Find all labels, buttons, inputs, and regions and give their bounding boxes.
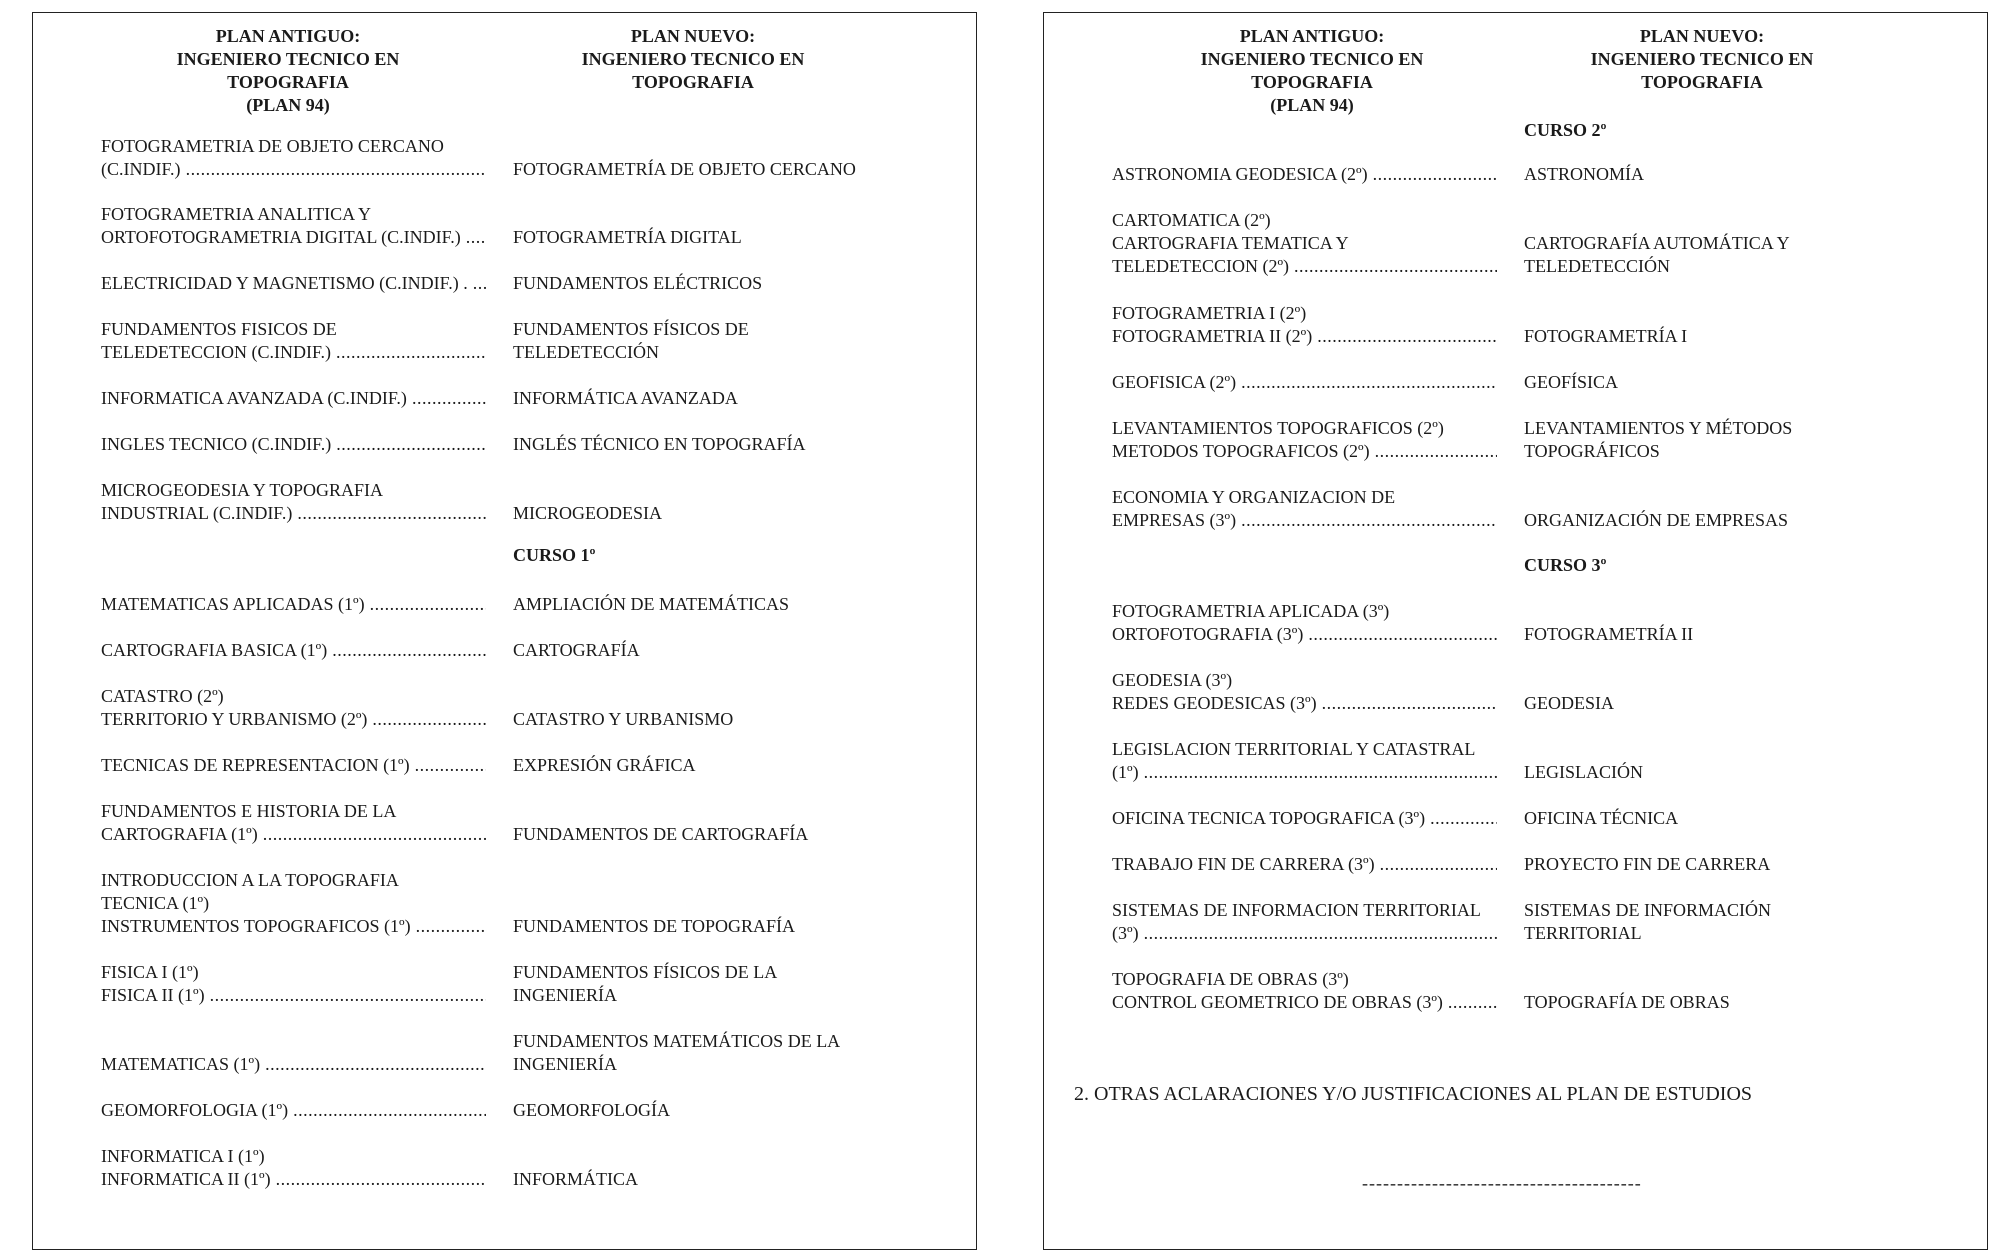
new-subject-line: GEOMORFOLOGÍA (513, 1100, 670, 1120)
new-subject-line: FOTOGRAMETRÍA I (1524, 326, 1688, 346)
old-subject-line: CARTOGRAFIA BASICA (1º) ..... (101, 639, 486, 662)
new-subject-line: FUNDAMENTOS FÍSICOS DE LA (513, 962, 778, 982)
new-subject-line: INFORMÁTICA AVANZADA (513, 388, 738, 408)
old-subject-line: TRABAJO FIN DE CARRERA (3º) ..... (1112, 853, 1497, 876)
new-subject-line: AMPLIACIÓN DE MATEMÁTICAS (513, 594, 790, 614)
old-subject-line: SISTEMAS DE INFORMACION TERRITORIAL (1112, 900, 1481, 920)
old-subject-line: INDUSTRIAL (C.INDIF.) ..... (101, 502, 486, 525)
old-subject-line: (C.INDIF.) ..... (101, 158, 486, 181)
new-subject-line: FOTOGRAMETRÍA DIGITAL (513, 227, 742, 247)
table-row (1044, 814, 1989, 1014)
old-subject-line: GEOMORFOLOGIA (1º) ..... (101, 1099, 486, 1122)
old-subject-line: CATASTRO (2º) (101, 686, 224, 706)
old-subject-line: GEOFISICA (2º) ..... (1112, 371, 1497, 394)
old-subject-line: FOTOGRAMETRIA APLICADA (3º) (1112, 601, 1390, 621)
new-plan-header: PLAN NUEVO: INGENIERO TECNICO EN TOPOGRAFIA (1590, 26, 1814, 92)
new-subject-line: MICROGEODESIA (513, 503, 663, 523)
old-subject-line: MICROGEODESIA Y TOPOGRAFIA (101, 480, 384, 500)
new-subject-line: FOTOGRAMETRÍA DE OBJETO CERCANO (513, 159, 856, 179)
new-subject-line: CARTOGRAFÍA AUTOMÁTICA Y (1524, 233, 1790, 253)
old-subject-line: INSTRUMENTOS TOPOGRAFICOS (1º) ..... (101, 915, 486, 938)
new-subject (513, 1168, 913, 1191)
old-subject-line: FISICA II (1º) ..... (101, 984, 486, 1007)
new-subject-line: OFICINA TÉCNICA (1524, 808, 1679, 828)
old-plan-header: PLAN ANTIGUO: INGENIERO TECNICO EN TOPOGRAFIA (PLAN 94) (176, 26, 400, 115)
old-subject-line: EMPRESAS (3º) ..... (1112, 509, 1497, 532)
old-subject (101, 1145, 486, 1191)
old-subject-line: INFORMATICA II (1º) ..... (101, 1168, 486, 1191)
left-page (32, 12, 977, 1250)
old-subject-line: TECNICAS DE REPRESENTACION (1º) ..... (101, 754, 486, 777)
old-subject-line: TELEDETECCION (C.INDIF.) ..... (101, 341, 486, 364)
closing-rule: ---------------------------------------- (1362, 1173, 1642, 1193)
old-subject-line: ORTOFOTOGRAFIA (3º) ..... (1112, 623, 1497, 646)
table-row (33, 991, 978, 1191)
old-subject-line: INFORMATICA AVANZADA (C.INDIF.) ..... (101, 387, 486, 410)
old-subject-line: ELECTRICIDAD Y MAGNETISMO (C.INDIF.) . ..... (101, 272, 486, 295)
new-subject-line: TELEDETECCIÓN (1524, 256, 1670, 276)
old-subject-line: REDES GEODESICAS (3º) ..... (1112, 692, 1497, 715)
new-subject-line: TERRITORIAL (1524, 923, 1642, 943)
new-subject-line: FUNDAMENTOS FÍSICOS DE (513, 319, 749, 339)
new-subject-line: INGENIERÍA (513, 985, 617, 1005)
section-note: 2. OTRAS ACLARACIONES Y/O JUSTIFICACIONES AL PLAN DE ESTUDIOS (1074, 1083, 1753, 1105)
course-heading: CURSO 1º (513, 545, 596, 565)
new-subject-line: GEODESIA (1524, 693, 1614, 713)
old-subject-line: MATEMATICAS (1º) ..... (101, 1053, 486, 1076)
new-subject-line: PROYECTO FIN DE CARRERA (1524, 854, 1771, 874)
old-subject-line: FOTOGRAMETRIA ANALITICA Y (101, 204, 372, 224)
new-subject-line: EXPRESIÓN GRÁFICA (513, 755, 696, 775)
old-subject-line: ORTOFOTOGRAMETRIA DIGITAL (C.INDIF.) ..... (101, 226, 486, 249)
old-subject-line: METODOS TOPOGRAFICOS (2º) ..... (1112, 440, 1497, 463)
old-subject-line: LEVANTAMIENTOS TOPOGRAFICOS (2º) (1112, 418, 1444, 438)
new-subject-line: SISTEMAS DE INFORMACIÓN (1524, 900, 1772, 920)
old-subject-line: INTRODUCCION A LA TOPOGRAFIA (101, 870, 399, 890)
new-subject-line: LEGISLACIÓN (1524, 762, 1643, 782)
old-subject-line: TECNICA (1º) (101, 893, 210, 913)
new-subject-line: FUNDAMENTOS ELÉCTRICOS (513, 273, 763, 293)
new-subject-line: FUNDAMENTOS DE CARTOGRAFÍA (513, 824, 809, 844)
right-page (1043, 12, 1988, 1250)
new-subject-line: INGLÉS TÉCNICO EN TOPOGRAFÍA (513, 434, 806, 454)
old-subject-line: ECONOMIA Y ORGANIZACION DE (1112, 487, 1396, 507)
old-subject-line: INFORMATICA I (1º) (101, 1146, 265, 1166)
new-subject-line: FUNDAMENTOS MATEMÁTICOS DE LA (513, 1031, 841, 1051)
new-subject-line: ASTRONOMÍA (1524, 164, 1645, 184)
old-subject-line: CONTROL GEOMETRICO DE OBRAS (3º) ..... (1112, 991, 1497, 1014)
new-subject-line: TOPOGRAFÍA DE OBRAS (1524, 992, 1730, 1012)
old-subject-line: (1º) ..... (1112, 761, 1497, 784)
new-subject-line: INFORMÁTICA (513, 1169, 639, 1189)
course-heading: CURSO 2º (1524, 120, 1607, 140)
old-plan-header: PLAN ANTIGUO: INGENIERO TECNICO EN TOPOGRAFIA (PLAN 94) (1200, 26, 1424, 115)
new-subject (1524, 991, 1924, 1014)
old-subject-line: (3º) ..... (1112, 922, 1497, 945)
new-subject-line: CATASTRO Y URBANISMO (513, 709, 734, 729)
new-subject-line: FUNDAMENTOS DE TOPOGRAFÍA (513, 916, 796, 936)
course-heading: CURSO 3º (1524, 555, 1607, 575)
new-subject-line: TOPOGRÁFICOS (1524, 441, 1660, 461)
old-subject-line: FUNDAMENTOS E HISTORIA DE LA (101, 801, 397, 821)
old-subject-line: TOPOGRAFIA DE OBRAS (3º) (1112, 969, 1349, 989)
old-subject-line: LEGISLACION TERRITORIAL Y CATASTRAL (1112, 739, 1476, 759)
old-subject-line: GEODESIA (3º) (1112, 670, 1233, 690)
old-subject-line: ASTRONOMIA GEODESICA (2º) ..... (1112, 163, 1497, 186)
old-subject (1112, 968, 1497, 1014)
old-subject-line: CARTOGRAFIA (1º) ..... (101, 823, 486, 846)
new-subject-line: GEOFÍSICA (1524, 372, 1619, 392)
old-subject-line: FUNDAMENTOS FISICOS DE (101, 319, 337, 339)
new-plan-header: PLAN NUEVO: INGENIERO TECNICO EN TOPOGRAFIA (581, 26, 805, 92)
new-subject-line: LEVANTAMIENTOS Y MÉTODOS (1524, 418, 1793, 438)
old-subject-line: FOTOGRAMETRIA DE OBJETO CERCANO (101, 136, 444, 156)
old-subject-line: OFICINA TECNICA TOPOGRAFICA (3º) ..... (1112, 807, 1497, 830)
old-subject-line: CARTOGRAFIA TEMATICA Y (1112, 233, 1349, 253)
old-subject-line: FOTOGRAMETRIA II (2º) ..... (1112, 325, 1497, 348)
new-subject-line: FOTOGRAMETRÍA II (1524, 624, 1694, 644)
old-subject-line: MATEMATICAS APLICADAS (1º) ..... (101, 593, 486, 616)
old-subject-line: FOTOGRAMETRIA I (2º) (1112, 303, 1307, 323)
new-subject-line: CARTOGRAFÍA (513, 640, 640, 660)
old-subject-line: CARTOMATICA (2º) (1112, 210, 1271, 230)
old-subject-line: TERRITORIO Y URBANISMO (2º) ..... (101, 708, 486, 731)
new-subject-line: TELEDETECCIÓN (513, 342, 659, 362)
new-subject-line: ORGANIZACIÓN DE EMPRESAS (1524, 510, 1789, 530)
new-subject-line: INGENIERÍA (513, 1054, 617, 1074)
old-subject-line: TELEDETECCION (2º) ..... (1112, 255, 1497, 278)
old-subject-line: FISICA I (1º) (101, 962, 199, 982)
old-subject-line: INGLES TECNICO (C.INDIF.) ..... (101, 433, 486, 456)
